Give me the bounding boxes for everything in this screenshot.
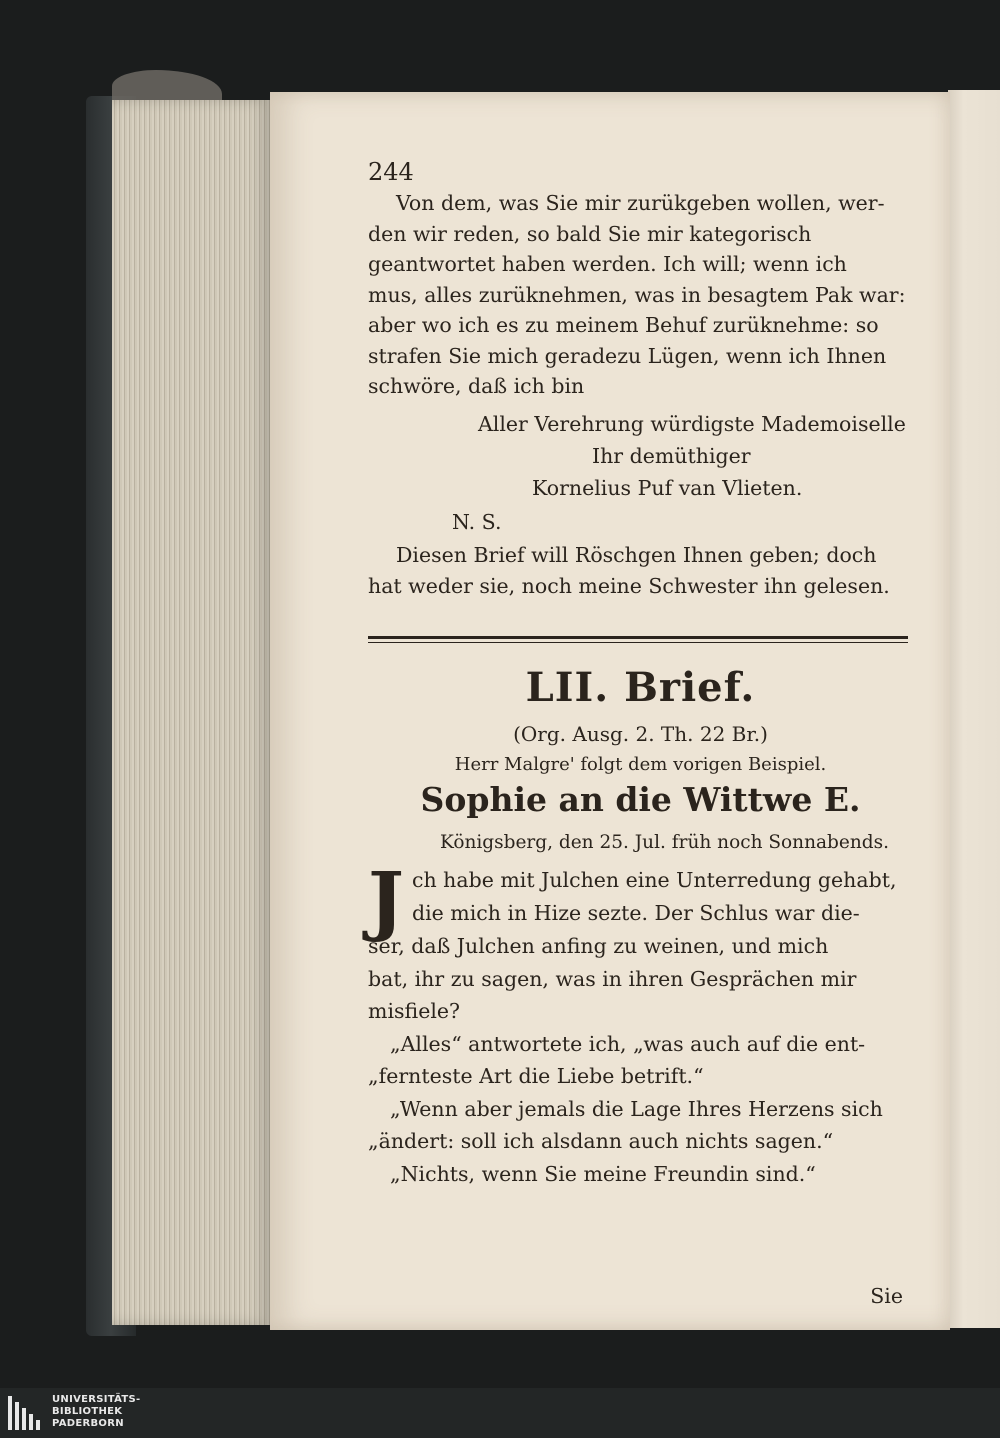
- text-line: Von dem, was Sie mir zurükgeben wollen, wer-: [396, 191, 885, 215]
- text-line: aber wo ich es zu meinem Behuf zurüknehme: so: [368, 313, 879, 337]
- book-page: [270, 92, 950, 1330]
- text-line: ser, daß Julchen anfing zu weinen, und mich: [368, 934, 829, 958]
- dateline: Königsberg, den 25. Jul. früh noch Sonnabends.: [440, 832, 889, 853]
- page-block-edges: [112, 100, 272, 1325]
- postscript: [368, 540, 913, 601]
- catchword: Sie: [870, 1284, 903, 1308]
- text-line: den wir reden, so bald Sie mir kategorisch: [368, 221, 812, 246]
- dialogue: [368, 1028, 913, 1191]
- text-line: geantwortet haben werden. Ich will; wenn ich: [368, 252, 847, 276]
- text-line: „Wenn aber jemals die Lage Ihres Herzens sich: [390, 1096, 883, 1121]
- text-line: mus, alles zurüknehmen, was in besagtem Pak war:: [368, 282, 906, 307]
- library-logo-bar: [0, 1388, 1000, 1438]
- letter-note: Herr Malgre' folgt dem vorigen Beispiel.: [454, 754, 827, 775]
- letter-body: [368, 855, 913, 1190]
- text-line: bat, ihr zu sagen, was in ihren Gesprächen mir: [368, 966, 857, 991]
- addressee-heading: Sophie an die Wittwe E.: [420, 780, 861, 819]
- text-line: „fernteste Art die Liebe betrift.“: [368, 1064, 704, 1088]
- opening-paragraph: [368, 855, 913, 1028]
- rule-thin: [368, 642, 908, 643]
- text-line: „Alles“ antwortete ich, „was auch auf die ent-: [390, 1031, 866, 1056]
- text-line: die mich in Hize sezte. Der Schlus war die-: [411, 900, 860, 925]
- library-logo-text: [52, 1394, 141, 1430]
- library-logo-icon: [8, 1396, 42, 1430]
- text-line: ch habe mit Julchen eine Unterredung gehabt,: [411, 868, 897, 892]
- text-line: „Nichts, wenn Sie meine Freundin sind.“: [390, 1161, 816, 1186]
- logo-line: UNIVERSITÄTS-: [52, 1394, 141, 1405]
- edition-reference: (Org. Ausg. 2. Th. 22 Br.): [513, 722, 768, 746]
- text-line: Diesen Brief will Röschgen Ihnen geben; doch: [396, 543, 877, 567]
- closing-humble: Ihr demüthiger: [592, 444, 751, 468]
- logo-line: BIBLIOTHEK: [52, 1406, 123, 1417]
- text-line: hat weder sie, noch meine Schwester ihn gelesen.: [368, 573, 890, 598]
- signature: Kornelius Puf van Vlieten.: [532, 476, 803, 500]
- text-line: „ändert: soll ich alsdann auch nichts sagen.“: [368, 1129, 834, 1153]
- paragraph-1: [368, 188, 913, 402]
- rule-thick: [368, 636, 908, 639]
- text-line: strafen Sie mich geradezu Lügen, wenn ich Ihnen: [368, 343, 887, 368]
- postscript-label: N. S.: [452, 510, 502, 534]
- logo-line: PADERBORN: [52, 1418, 124, 1429]
- facing-page-edge: [948, 90, 1000, 1328]
- closing-salutation: Aller Verehrung würdigste Mademoiselle: [478, 412, 906, 436]
- section-divider: [368, 636, 908, 643]
- page-number: 244: [368, 158, 414, 186]
- drop-cap: J: [368, 855, 404, 944]
- text-line: misfiele?: [368, 999, 460, 1023]
- letter-heading: LII. Brief.: [525, 664, 756, 711]
- text-line: schwöre, daß ich bin: [368, 374, 585, 398]
